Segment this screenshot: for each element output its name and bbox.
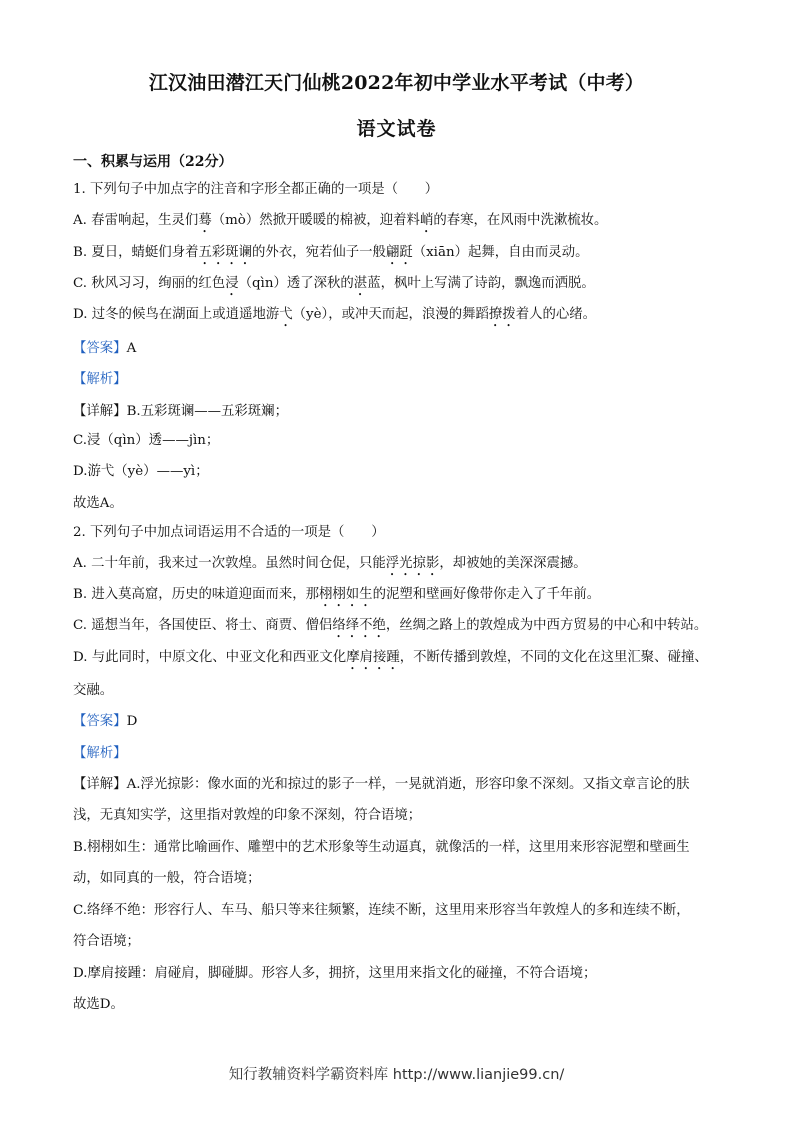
q2-detail-b2: 动，如同真的一般，符合语境； — [73, 871, 261, 886]
q1-option-c: C. 秋风习习，绚丽的红色浸（qìn）透了深秋的湛蓝，枫叶上写满了诗韵，飘逸而洒脱。 — [73, 276, 595, 291]
q2-answer — [73, 712, 733, 732]
q2-detail-c2: 符合语境； — [73, 934, 140, 949]
q1-conclusion: 故选A。 — [73, 496, 123, 511]
q2-stem: 2. 下列句子中加点词语运用不合适的一项是（ ） — [73, 525, 385, 540]
answer-label: 【答案】 — [73, 714, 127, 729]
q1-detail-3: D.游弋（yè）——yì； — [73, 464, 209, 479]
exam-title: 江汉油田潜江天门仙桃2022年初中学业水平考试（中考） — [148, 72, 645, 94]
q1-option-b: B. 夏日，蜻蜓们身着五彩斑谰的外衣，宛若仙子一般翩跹（xiān）起舞，自由而灵动。 — [73, 245, 589, 260]
q1-option-a: A. 春雷响起，生灵们蓦（mò）然掀开暖暖的棉被，迎着料峭的春寒，在风雨中洗漱梳妆。 — [73, 213, 608, 228]
footer-watermark: 知行教辅资料学霸资料库 http://www.lianjie99.cn/ — [228, 1067, 565, 1083]
q2-conclusion: 故选D。 — [73, 997, 124, 1012]
section-heading: 一、积累与运用（22分） — [73, 154, 233, 170]
q2-detail-d1: D.摩肩接踵：肩碰肩，脚碰脚。形容人多，拥挤，这里用来指文化的碰撞，不符合语境； — [73, 966, 597, 981]
q2-detail-a2: 浅，无真知实学，这里指对敦煌的印象不深刻，符合语境； — [73, 808, 422, 823]
answer-label: 【答案】 — [73, 341, 127, 356]
q2-option-d: D. 与此同时，中原文化、中亚文化和西亚文化摩肩接踵，不断传播到敦煌，不同的文化在这里汇聚、碰撞、 — [73, 650, 708, 665]
answer-value: D — [126, 714, 138, 729]
q1-option-d: D. 过冬的候鸟在湖面上或逍遥地游弋（yè），或冲天而起，浪漫的舞蹈撩拨着人的心绪。 — [73, 307, 597, 322]
q1-answer — [73, 339, 733, 359]
q1-analysis-label: 【解析】 — [73, 372, 127, 387]
exam-subtitle: 语文试卷 — [356, 118, 437, 140]
q2-option-c: C. 遥想当年，各国使臣、将士、商贾、僧侣络绎不绝，丝绸之路上的敦煌成为中西方贸易的中心和中转站。 — [73, 618, 708, 633]
q2-detail-b1: B.栩栩如生：通常比喻画作、雕塑中的艺术形象等生动逼真，就像活的一样，这里用来形容泥塑和壁画生 — [73, 840, 690, 855]
q2-detail-a1: 【详解】A.浮光掠影：像水面的光和掠过的影子一样，一晃就消逝，形容印象不深刻。又指文章言论的肤 — [73, 777, 690, 792]
q2-detail-c1: C.络绎不绝：形容行人、车马、船只等来往频繁，连续不断，这里用来形容当年敦煌人的多和连续不断， — [73, 903, 690, 918]
q2-option-d-cont: 交融。 — [73, 683, 114, 698]
q1-stem: 1. 下列句子中加点字的注音和字形全都正确的一项是（ ） — [73, 182, 439, 197]
q2-option-b: B. 进入莫高窟，历史的味道迎面而来，那栩栩如生的泥塑和壁画好像带你走入了千年前。 — [73, 587, 601, 602]
q2-option-a: A. 二十年前，我来过一次敦煌。虽然时间仓促，只能浮光掠影，却被她的美深深震撼。 — [73, 556, 587, 571]
answer-value: A — [126, 341, 137, 356]
q2-analysis-label: 【解析】 — [73, 746, 127, 761]
q1-detail-2: C.浸（qìn）透——jìn； — [73, 433, 220, 448]
q1-detail-1: 【详解】B.五彩斑谰——五彩斑斓； — [73, 404, 288, 419]
